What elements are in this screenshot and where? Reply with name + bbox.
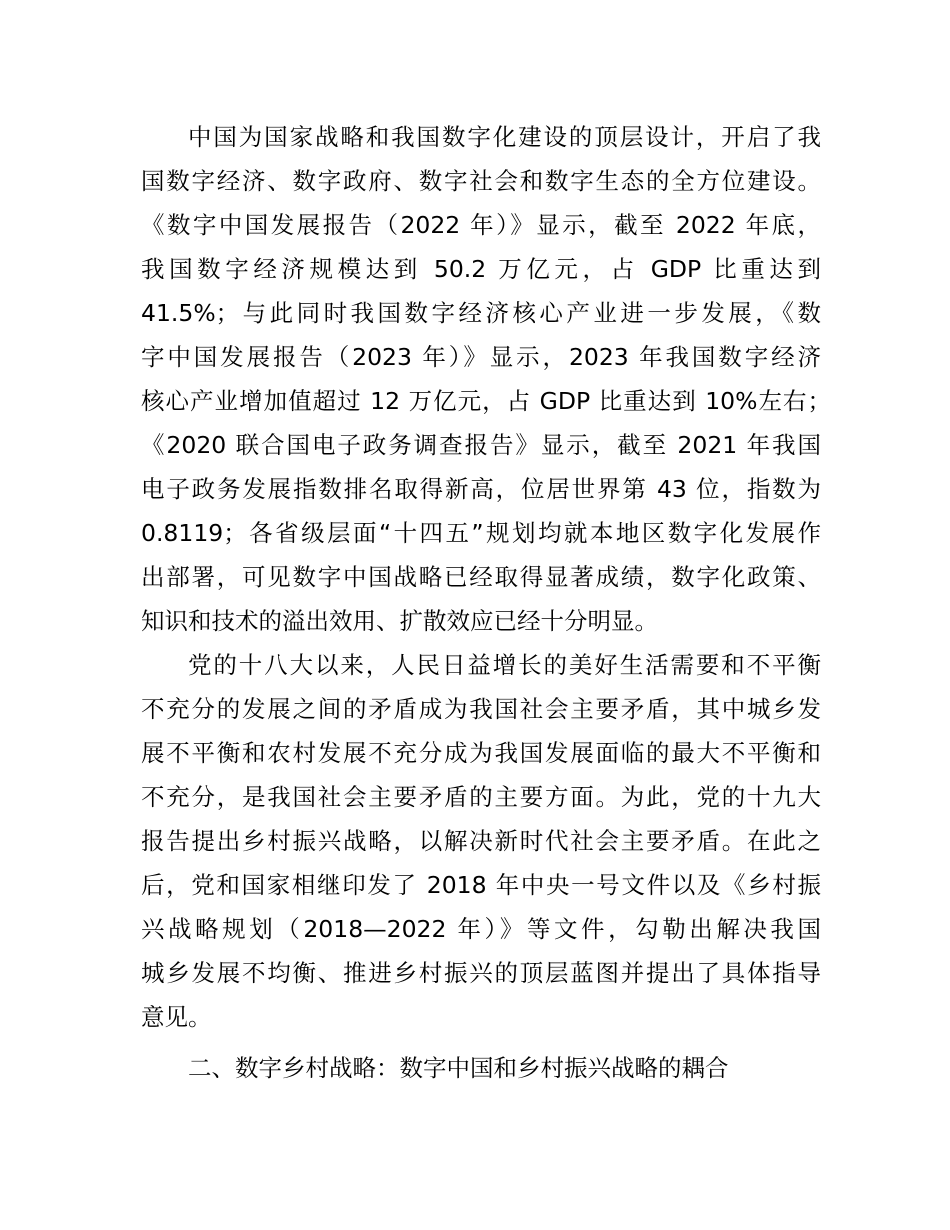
text-line: 知识和技术的溢出效用、扩散效应已经十分明显。 (141, 607, 658, 635)
section-heading: 二、数字乡村战略：数字中国和乡村振兴战略的耦合 (188, 1054, 729, 1082)
text-line: 出部署，可见数字中国战略已经取得显著成绩，数字化政策、 (141, 563, 821, 591)
text-line: 中国为国家战略和我国数字化建设的顶层设计，开启了我 (188, 123, 821, 151)
text-line: 《2020 联合国电子政务调查报告》显示，截至 2021 年我国 (141, 431, 821, 459)
text-line: 核心产业增加值超过 12 万亿元，占 GDP 比重达到 10%左右； (141, 387, 831, 415)
text-line: 报告提出乡村振兴战略，以解决新时代社会主要矛盾。在此之 (141, 827, 821, 855)
text-line: 国数字经济、数字政府、数字社会和数字生态的全方位建设。 (141, 167, 821, 195)
text-line: 不充分，是我国社会主要矛盾的主要方面。为此，党的十九大 (141, 783, 821, 811)
text-line: 41.5%；与此同时我国数字经济核心产业进一步发展，《数 (141, 299, 821, 327)
text-line: 0.8119；各省级层面“十四五”规划均就本地区数字化发展作 (141, 519, 821, 547)
text-line: 意见。 (141, 1003, 212, 1031)
text-line: 不充分的发展之间的矛盾成为我国社会主要矛盾，其中城乡发 (141, 695, 821, 723)
text-line: 《数字中国发展报告（2022 年）》显示，截至 2022 年底， (141, 211, 821, 239)
text-line: 我国数字经济规模达到 50.2 万亿元，占 GDP 比重达到 (141, 255, 821, 283)
text-line: 电子政务发展指数排名取得新高，位居世界第 43 位，指数为 (141, 475, 821, 503)
text-line: 展不平衡和农村发展不充分成为我国发展面临的最大不平衡和 (141, 739, 821, 767)
text-line: 后，党和国家相继印发了 2018 年中央一号文件以及《乡村振 (141, 871, 821, 899)
text-line: 党的十八大以来，人民日益增长的美好生活需要和不平衡 (188, 651, 821, 679)
text-line: 字中国发展报告（2023 年）》显示，2023 年我国数字经济 (141, 343, 821, 371)
text-line: 兴战略规划（2018—2022 年）》等文件，勾勒出解决我国 (141, 915, 821, 943)
text-line: 城乡发展不均衡、推进乡村振兴的顶层蓝图并提出了具体指导 (141, 959, 821, 987)
